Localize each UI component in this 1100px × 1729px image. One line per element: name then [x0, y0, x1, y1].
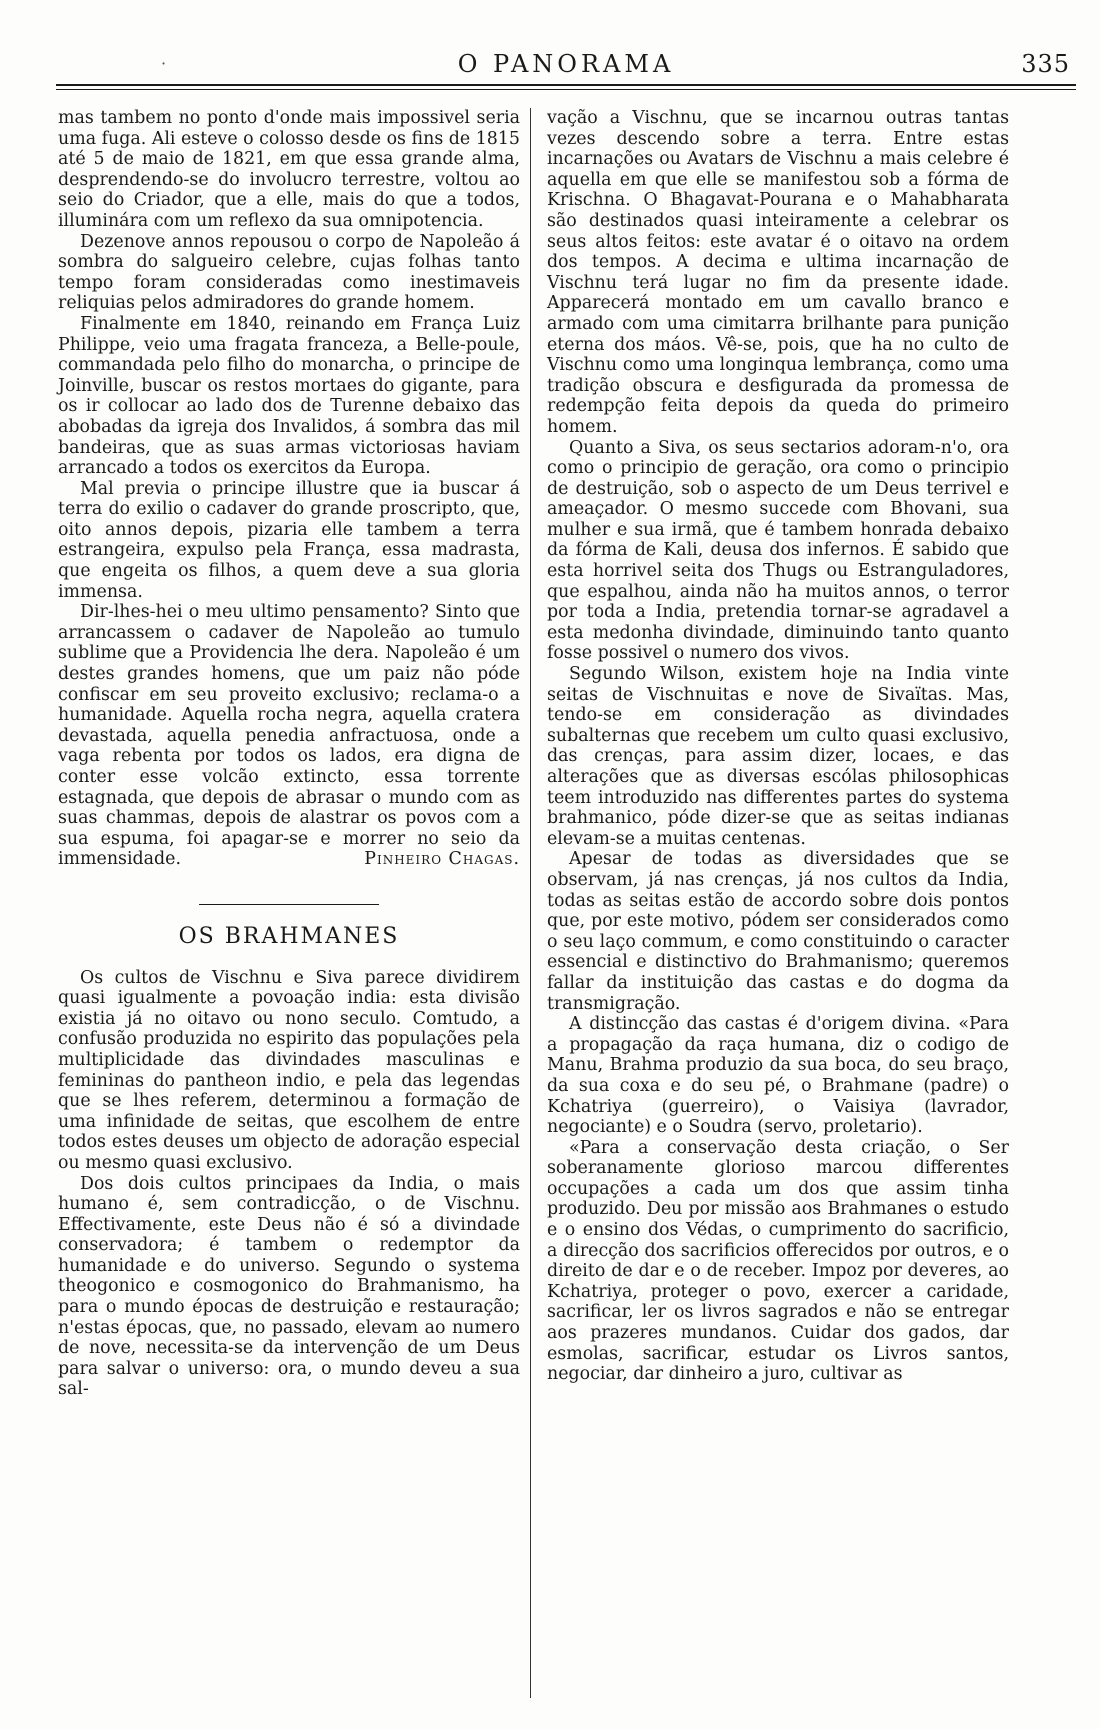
column-divider — [530, 108, 531, 1698]
paragraph: mas tambem no ponto d'onde mais impossivel seria uma fuga. Ali esteve o colosso desde os fins de 1815 até 5 de maio de 1821, em que essa grande alma, desprendendo-se do involucro terrestre, voltou ao seio do Criador, que a elle, mais do que a todos, illuminára com um reflexo da sua omnipotencia. — [58, 108, 520, 231]
section-title: OS BRAHMANES — [178, 923, 400, 949]
paragraph: Finalmente em 1840, reinando em França Luiz Philippe, veio uma fragata franceza, a Belle-poule, commandada pelo filho do monarcha, o principe de Joinville, buscar os restos mortaes do gigante, para os ir collocar ao lado dos de Turenne debaixo das abobadas da igreja dos Invalidos, á sombra das mil bandeiras, que as suas armas victoriosas haviam arrancado a todos os exercitos da Europa. — [58, 313, 520, 479]
paragraph: Mal previa o principe illustre que ia buscar á terra do exilio o cadaver do grande proscripto, que, oito annos depois, pizaria elle tambem a terra estrangeira, expulso pela França, essa madrasta, que engeita os filhos, a quem deve a sua gloria immensa. — [58, 478, 520, 602]
left-column — [58, 108, 520, 1400]
paragraph-with-signature — [58, 602, 520, 870]
paragraph: Os cultos de Vischnu e Siva parece dividirem quasi igualmente a povoação india: esta divisão existia já no oitavo ou nono seculo. Comtudo, a confusão produzida no espirito das populações pela multiplicidade das divindades masculinas e femininas do pantheon indio, e pela das legendas que se lhes referem, determinou a formação de uma infinidade de seitas, que escolhem de entre todos estes deuses um objecto de adoração especial ou mesmo quasi exclusivo. — [58, 967, 520, 1173]
paragraph: vação a Vischnu, que se incarnou outras tantas vezes descendo sobre a terra. Entre estas incarnações ou Avatars de Vischnu a mais celebre é aquella em que elle se manifestou sob a fórma de Krischna. O Bhagavat-Pourana e o Mahabharata são destinados quasi inteiramente a celebrar os seus altos feitos: este avatar é o oitavo na ordem dos tempos. A decima e ultima incarnação de Vischnu terá lugar no fim da presente idade. Apparecerá montado em um cavallo branco e armado com uma cimitarra brilhante para punição eterna dos máos. Vê-se, pois, que ha no culto de Vischnu como uma longinqua lembrança, como uma tradição obscura e desfigurada da promessa de redempção feita depois da queda do primeiro homem. — [547, 108, 1009, 437]
section-divider — [199, 904, 379, 905]
paragraph: Dezenove annos repousou o corpo de Napoleão á sombra do salgueiro celebre, cujas folhas tanto tempo foram consideradas como inestimaveis reliquias pelos admiradores do grande homem. — [58, 231, 520, 314]
author-signature: Pinheiro Chagas. — [364, 849, 520, 870]
right-column — [547, 108, 1009, 1385]
paragraph: «Para a conservação desta criação, o Ser soberanamente glorioso marcou differentes occupações a cada um dos que assim tinha produzido. Deu por missão aos Brahmanes o estudo e o ensino dos Védas, o cumprimento do sacrificio, a direcção dos sacrificios offerecidos por outros, e o direito de dar e o de receber. Impoz por deveres, ao Kchatriya, proteger o povo, exercer a caridade, sacrificar, ler os livros sagrados e não se entregar aos prazeres mundanos. Cuidar dos gados, dar esmolas, sacrificar, estudar os Livros santos, negociar, dar dinheiro a juro, cultivar as — [547, 1137, 1009, 1385]
paragraph: Segundo Wilson, existem hoje na India vinte seitas de Vischnuitas e nove de Sivaïtas. Mas, tendo-se em consideração as divindades subalternas que recebem um culto quasi exclusivo, das crenças, para assim dizer, locaes, e das alterações que as diversas escólas philosophicas teem introduzido nas differentes partes do systema brahmanico, póde dizer-se que as seitas indianas elevam-se a muitas centenas. — [547, 664, 1009, 849]
page-number: 335 — [1021, 50, 1070, 78]
page-header — [56, 50, 1076, 96]
paragraph: Apesar de todas as diversidades que se observam, já nas crenças, já nos cultos da India, todas as seitas estão de accordo sobre dois pontos que, por este motivo, pódem ser considerados como o seu laço commum, e como constituindo o caracter essencial e distinctivo do Brahmanismo; queremos fallar da instituição das castas e do dogma da transmigração. — [547, 849, 1009, 1014]
paragraph-text: Dir-lhes-hei o meu ultimo pensamento? Sinto que arrancassem o cadaver de Napoleão ao tumulo sublime que a Providencia lhe dera. Napoleão é um destes grandes homens, que um paiz não póde confiscar em seu proveito exclusivo; reclama-o a humanidade. Aquella rocha negra, aquella cratera devastada, aquella penedia anfractuosa, onde a vaga rebenta por todos os lados, era digna de conter esse volcão extincto, essa torrente estagnada, que depois de abrasar o mundo com as suas chammas, depois de alastrar os povos com a sua espuma, foi apagar-se e morrer no seio da immensidade. — [58, 602, 520, 870]
header-mark: · — [161, 54, 167, 73]
journal-title: O PANORAMA — [457, 50, 675, 78]
header-rule-thick — [56, 84, 1076, 86]
paragraph: Dos dois cultos principaes da India, o mais humano é, sem contradicção, o de Vischnu. Effectivamente, este Deus não é só a divindade conservadora; é tambem o redemptor da humanidade e do universo. Segundo o systema theogonico e cosmogonico do Brahmanismo, ha para o mundo épocas de destruição e restauração; n'estas épocas, que, no passado, elevam ao numero de nove, necessita-se da intervenção de um Deus para salvar o universo: ora, o mundo deveu a sua sal- — [58, 1173, 520, 1400]
paragraph: Quanto a Siva, os seus sectarios adoram-n'o, ora como o principio de geração, ora como o principio de destruição, sob o aspecto de um Deus terrivel e ameaçador. O mesmo succede com Bhovani, sua mulher e sua irmã, que é tambem honrada debaixo da fórma de Kali, deusa dos infernos. É sabido que esta horrivel seita dos Thugs ou Estranguladores, que espalhou, ainda não ha muitos annos, o terror por toda a India, pretendia tornar-se agradavel a esta medonha divindade, diminuindo tanto quanto fosse possivel o numero dos vivos. — [547, 437, 1009, 664]
header-rule-thin — [56, 89, 1076, 90]
paragraph: A distincção das castas é d'origem divina. «Para a propagação da raça humana, diz o codigo de Manu, Brahma produzio da sua boca, do seu braço, da sua coxa e do seu pé, o Brahmane (padre) o Kchatriya (guerreiro), o Vaisiya (lavrador, negociante) e o Soudra (servo, proletario). — [547, 1014, 1009, 1138]
